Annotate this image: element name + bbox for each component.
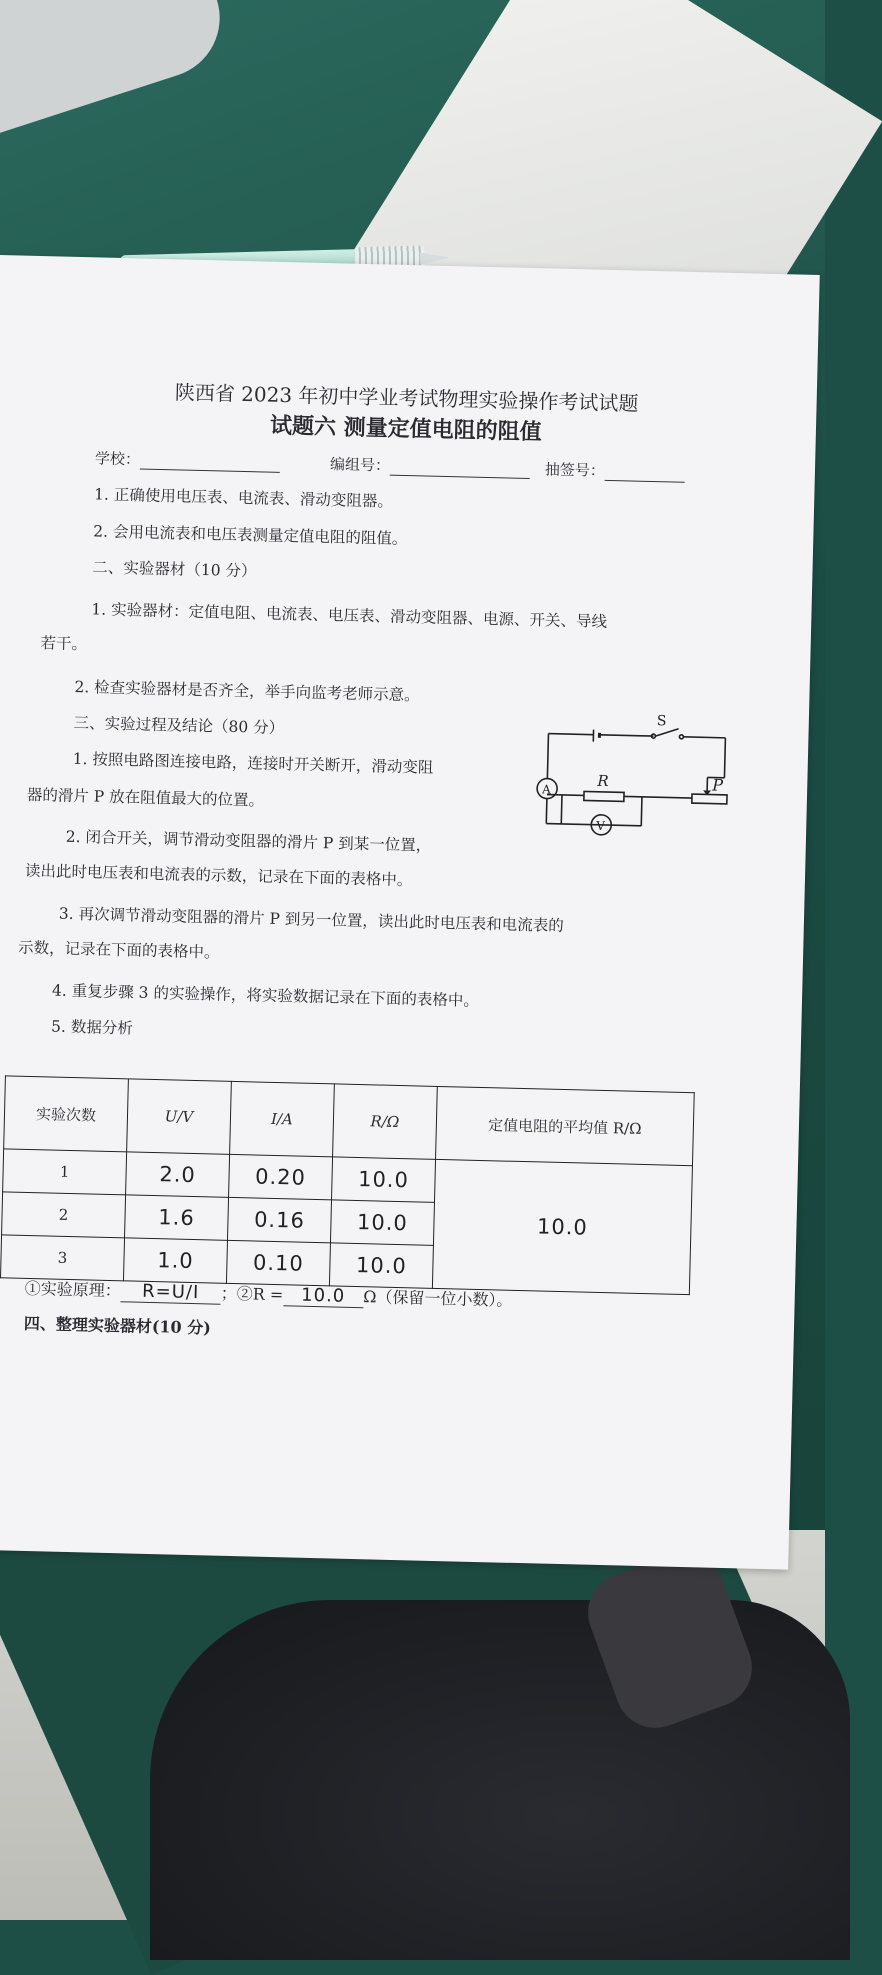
header-voltage: U/V [127, 1079, 232, 1154]
section2-item-1-cont: 若干。 [40, 631, 87, 654]
current-value[interactable]: 0.20 [229, 1154, 333, 1200]
trial-number: 2 [2, 1192, 126, 1238]
current-value[interactable]: 0.10 [226, 1240, 330, 1286]
step-2-line-1: 2. 闭合开关，调节滑动变阻器的滑片 P 到某一位置， [66, 825, 432, 856]
header-fields [95, 447, 735, 463]
draw-label: 抽签号： [545, 460, 605, 479]
average-value[interactable]: 10.0 [432, 1159, 692, 1294]
objective-2: 2. 会用电流表和电压表测量定值电阻的阻值。 [93, 519, 408, 549]
header-current: I/A [230, 1081, 335, 1156]
step-1-line-1: 1. 按照电路图连接电路，连接时开关断开，滑动变阻 [72, 747, 433, 778]
principle-formula[interactable]: R=U/I [120, 1280, 221, 1304]
section2-item-1: 1. 实验器材：定值电阻、电流表、电压表、滑动变阻器、电源、开关、导线 [91, 597, 607, 632]
draw-field[interactable] [545, 458, 685, 482]
resistor-label: R [596, 772, 609, 790]
trial-number: 3 [1, 1235, 125, 1281]
objective-1: 1. 正确使用电压表、电流表、滑动变阻器。 [94, 482, 393, 511]
result-suffix: Ω（保留一位小数）。 [363, 1287, 513, 1310]
school-field[interactable] [95, 447, 280, 473]
resistance-value[interactable]: 10.0 [330, 1200, 434, 1246]
circuit-diagram [540, 728, 733, 863]
header-resistance: R/Ω [333, 1084, 438, 1159]
voltage-value[interactable]: 1.6 [125, 1195, 229, 1241]
voltage-value[interactable]: 1.0 [123, 1238, 227, 1284]
resistance-value[interactable]: 10.0 [332, 1157, 436, 1203]
data-table [0, 1075, 695, 1295]
section2-heading: 二、实验器材（10 分） [92, 555, 257, 581]
resistance-value[interactable]: 10.0 [329, 1243, 433, 1289]
section3-heading: 三、实验过程及结论（80 分） [73, 711, 284, 738]
exam-paper [0, 255, 820, 1570]
resistor-r [584, 791, 624, 801]
school-label: 学校： [95, 449, 140, 468]
group-label: 编组号： [330, 455, 390, 474]
step-5: 5. 数据分析 [51, 1014, 133, 1038]
switch-blade [655, 728, 678, 737]
ammeter-label: A [541, 782, 551, 796]
section2-item-2: 2. 检查实验器材是否齐全，举手向监考老师示意。 [74, 675, 420, 705]
school-blank[interactable] [140, 468, 280, 472]
group-field[interactable] [330, 453, 530, 479]
pen-tip [420, 252, 450, 265]
slider-label: P [711, 776, 723, 795]
result-value[interactable]: 10.0 [283, 1284, 364, 1308]
section4-heading: 四、整理实验器材(10 分) [24, 1311, 211, 1339]
paper-title: 陕西省 2023 年初中学业考试物理实验操作考试试题 [0, 372, 817, 421]
current-value[interactable]: 0.16 [227, 1197, 331, 1243]
voltage-value[interactable]: 2.0 [126, 1152, 230, 1198]
draw-blank[interactable] [605, 480, 685, 483]
switch-label: S [657, 713, 667, 729]
principle-label: ①实验原理： [25, 1279, 121, 1300]
voltmeter-label: V [595, 819, 605, 833]
step-4: 4. 重复步骤 3 的实验操作，将实验数据记录在下面的表格中。 [52, 978, 479, 1010]
header-trial: 实验次数 [4, 1076, 129, 1152]
trial-number: 1 [3, 1149, 127, 1195]
rheostat [692, 794, 727, 804]
step-2-line-2: 读出此时电压表和电流表的示数，记录在下面的表格中。 [25, 859, 413, 890]
paper-subtitle: 试题六 测量定值电阻的阻值 [0, 402, 816, 453]
step-3-line-2: 示数，记录在下面的表格中。 [18, 936, 220, 963]
step-1-line-2: 器的滑片 P 放在阻值最大的位置。 [27, 783, 265, 811]
group-blank[interactable] [390, 475, 530, 479]
result-label: ；②R = [220, 1284, 283, 1305]
data-table-wrap [0, 1075, 695, 1295]
step-3-line-1: 3. 再次调节滑动变阻器的滑片 P 到另一位置，读出此时电压表和电流表的 [59, 902, 564, 936]
header-average: 定值电阻的平均值 R/Ω [436, 1086, 695, 1165]
